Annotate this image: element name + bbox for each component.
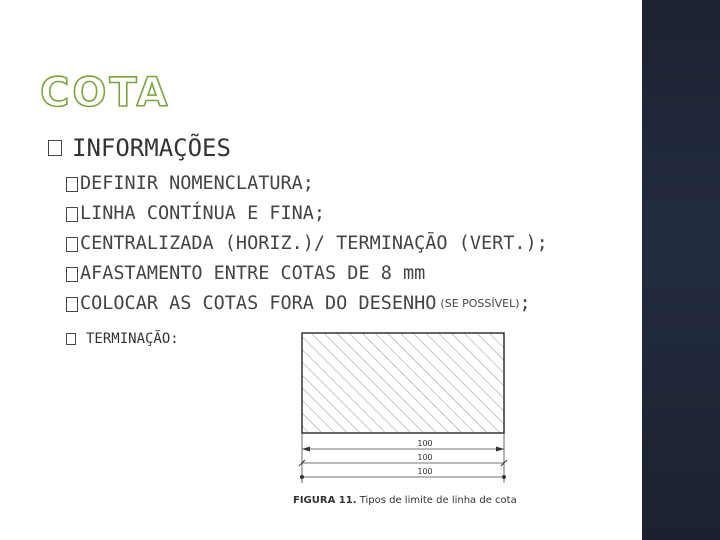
list-item-text: LINHA CONTÍNUA E FINA; [80,203,326,224]
list-item-text: DEFINIR NOMENCLATURA; [80,173,314,194]
list-item-text: COLOCAR AS COTAS FORA DO DESENHO [80,293,437,314]
bullet-box-icon [66,177,78,192]
list-item-text: CENTRALIZADA (HORIZ.)/ TERMINAÇÃO (VERT.); [80,233,548,254]
slide-title: COTA [40,70,171,116]
bullet-box-icon [66,333,76,345]
list-item-note: (SE POSSÍVEL) [440,297,520,310]
info-list [66,169,548,319]
bullet-box-icon [66,297,78,312]
dimension-label-2: 100 [417,453,433,462]
list-item [66,169,548,199]
list-item-tail: ; [519,293,531,314]
hatched-rectangle [302,333,504,433]
list-item [66,259,548,289]
heading-text: INFORMAÇÕES [72,134,231,162]
right-sidebar-band [642,0,720,540]
bullet-box-icon [66,207,78,222]
dimension-figure [290,325,520,515]
dot-right-3 [502,475,506,479]
list-item [66,289,548,319]
bullet-box-icon [48,140,62,156]
heading-bullet [48,134,231,162]
bullet-box-icon [66,267,78,282]
subheading-bullet [66,331,179,347]
list-item-text: AFASTAMENTO ENTRE COTAS DE 8 mm [80,263,426,284]
list-item [66,199,548,229]
arrow-right-1 [496,447,504,452]
bullet-box-icon [66,237,78,252]
dot-left-3 [300,475,304,479]
subheading-text: TERMINAÇÃO: [86,331,179,347]
caption-number: FIGURA 11. [293,495,357,506]
figure-caption [293,495,517,506]
dimension-label-1: 100 [417,439,433,448]
dimension-label-3: 100 [417,467,433,476]
arrow-left-1 [302,447,310,452]
caption-text: Tipos de limite de linha de cota [356,495,517,506]
list-item [66,229,548,259]
